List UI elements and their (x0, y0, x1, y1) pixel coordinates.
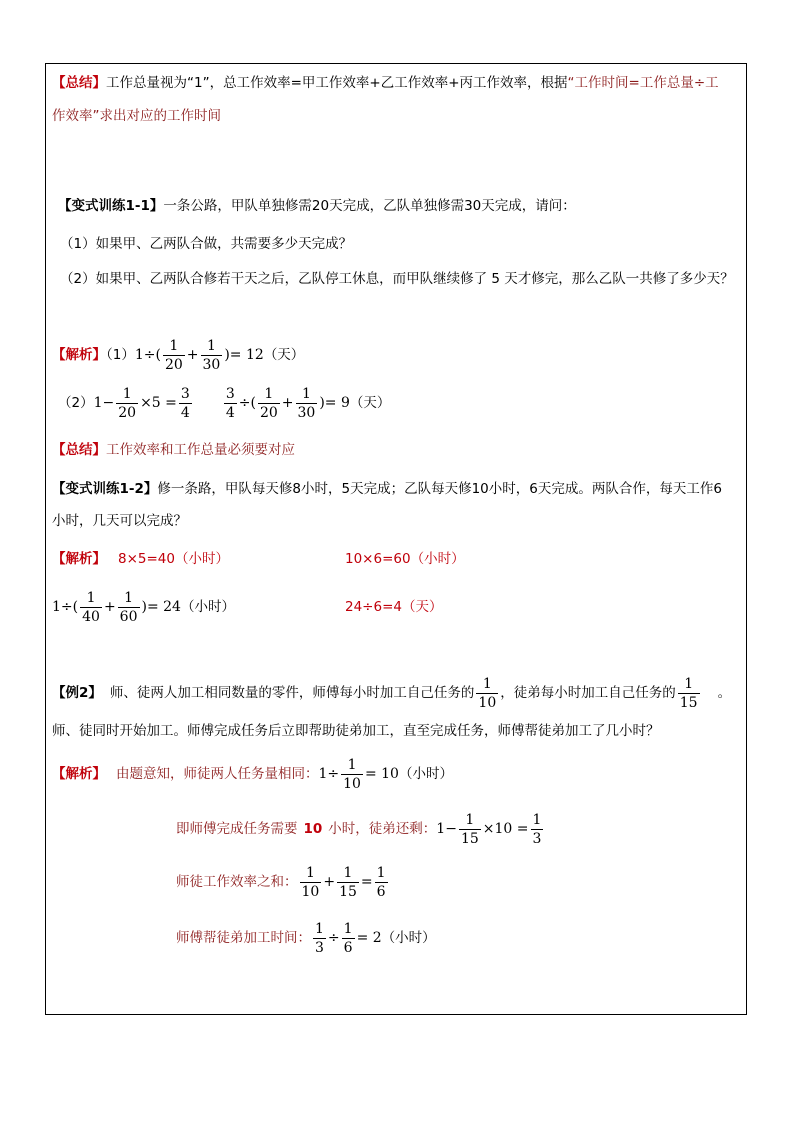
example2-stem-a: 师、徒两人加工相同数量的零件，师傅每小时加工自己任务的 (109, 685, 475, 701)
drill2-stem-line-1 (52, 479, 722, 499)
denominator: 3 (315, 939, 324, 956)
analysis-tag: 【解析】 (52, 766, 106, 782)
drill2-analysis-row-1 (52, 549, 229, 569)
denominator: 10 (343, 775, 361, 792)
fraction (459, 811, 481, 848)
math-text: )= 12 (224, 347, 264, 363)
fraction (313, 920, 326, 957)
drill2-stem-line-2: 小时，几天可以完成？ (52, 513, 187, 529)
denominator: 40 (82, 608, 100, 625)
denominator: 15 (339, 883, 357, 900)
fraction (80, 589, 102, 626)
calc-1: 8×5=40（小时） (118, 551, 229, 567)
math-text: )= 9 (319, 395, 350, 411)
numerator: 3 (225, 385, 235, 402)
drill1-answer-1 (52, 336, 304, 374)
denominator: 15 (460, 830, 479, 847)
numerator: 1 (341, 756, 363, 775)
numerator: 3 (180, 385, 190, 402)
math-text: 1÷( (134, 347, 161, 363)
numerator: 1 (376, 864, 386, 881)
denominator: 6 (376, 883, 386, 900)
numerator: 1 (80, 589, 102, 608)
summary-quote: “工作时间=工作总量÷工 (567, 75, 719, 91)
denominator: 60 (119, 608, 138, 625)
summary-tag: 【总结】 (52, 75, 106, 91)
numerator: 1 (201, 337, 223, 356)
example2-analysis-1 (52, 755, 453, 793)
analysis-tag: 【解析】 (52, 347, 106, 363)
step-4-text: 师傅帮徒弟加工时间： (176, 930, 311, 946)
math-text: + (103, 599, 116, 615)
numerator: 1 (678, 675, 700, 694)
math-text: = 2 (356, 930, 382, 946)
step-1-text: 由题意知，师徒两人任务量相同： (116, 766, 319, 782)
fraction (300, 864, 322, 901)
example2-analysis-2 (176, 810, 545, 848)
numerator: 1 (337, 864, 359, 883)
denominator: 10 (301, 883, 320, 900)
math-text: 1− (93, 395, 115, 411)
math-text: ×10 = (482, 821, 529, 837)
fraction (341, 756, 363, 793)
calc-2: 10×6=60（小时） (345, 551, 465, 567)
example2-analysis-4 (176, 919, 436, 957)
example2-stem-c: 。 (717, 685, 732, 701)
math-text: ÷( (238, 395, 256, 411)
math-text: + (323, 874, 336, 890)
fraction (337, 864, 359, 901)
answer-1-prefix: （1） (106, 347, 135, 363)
math-text: + (281, 395, 294, 411)
fraction (531, 811, 544, 848)
numerator: 1 (258, 385, 280, 404)
summary-line-2: 作效率”求出对应的工作时间 (52, 108, 221, 124)
step-2-bold: 10 (303, 821, 323, 837)
unit: （天） (349, 395, 391, 411)
numerator: 1 (476, 675, 498, 694)
fraction (163, 337, 185, 374)
example2-analysis-3 (176, 863, 390, 901)
math-text: ÷ (327, 930, 340, 946)
denominator: 10 (478, 694, 497, 711)
answer-2-prefix: （2） (58, 395, 94, 411)
fraction (476, 675, 498, 712)
calc-4: 24÷6=4（天） (345, 599, 443, 615)
denominator: 30 (297, 404, 316, 421)
denominator: 4 (225, 404, 235, 421)
drill1-tag: 【变式训练1-1】 (58, 198, 164, 214)
drill1-answer-2 (58, 384, 390, 422)
denominator: 15 (679, 694, 698, 711)
unit: （小时） (381, 930, 436, 946)
denominator: 4 (180, 404, 190, 421)
drill2-stem-text: 修一条路，甲队每天修8小时，5天完成；乙队每天修10小时，6天完成。两队合作，每天工作6 (157, 481, 722, 497)
unit: （天） (263, 347, 305, 363)
analysis-tag: 【解析】 (52, 551, 106, 567)
example2-stem-line-2: 师、徒同时开始加工。师傅完成任务后立即帮助徒弟加工，直至完成任务，师傅帮徒弟加工了几小时？ (52, 723, 660, 739)
fraction (342, 920, 355, 957)
fraction (116, 385, 138, 422)
numerator: 1 (343, 920, 353, 937)
denominator: 20 (259, 404, 278, 421)
fraction (118, 589, 140, 626)
example2-stem-line-1 (52, 674, 731, 712)
numerator: 1 (300, 864, 322, 883)
denominator: 3 (532, 830, 542, 847)
numerator: 1 (163, 337, 185, 356)
numerator: 1 (116, 385, 138, 404)
fraction (179, 385, 192, 422)
fraction (678, 675, 700, 712)
denominator: 30 (202, 356, 221, 373)
fraction (224, 385, 237, 422)
example2-tag: 【例2】 (52, 685, 102, 701)
fraction (201, 337, 223, 374)
summary-tag: 【总结】 (52, 442, 106, 458)
drill1-question-2: （2）如果甲、乙两队合修若干天之后，乙队停工休息，而甲队继续修了 5 天才修完，那么乙队一共修了多少天？ (60, 271, 734, 287)
fraction (375, 864, 388, 901)
denominator: 6 (343, 939, 353, 956)
summary-line-1 (52, 73, 719, 93)
math-text: 1− (436, 821, 457, 837)
math-text: 1÷( (52, 599, 79, 615)
denominator: 20 (118, 404, 137, 421)
step-2-text-2: 小时，徒弟还剩： (328, 821, 437, 837)
unit: （小时） (398, 766, 453, 782)
math-text: 1÷ (318, 766, 340, 782)
drill1-question-1: （1）如果甲、乙两队合做，共需要多少天完成？ (60, 236, 353, 252)
fraction (296, 385, 318, 422)
drill1-summary (52, 440, 295, 460)
fraction (258, 385, 280, 422)
math-text: + (186, 347, 199, 363)
drill2-tag: 【变式训练1-2】 (52, 481, 158, 497)
drill2-analysis-row-2 (52, 588, 235, 626)
drill1-stem-text: 一条公路，甲队单独修需20天完成，乙队单独修需30天完成，请问： (163, 198, 576, 214)
math-text: = 10 (364, 766, 399, 782)
math-text: ×5 = (140, 395, 177, 411)
numerator: 1 (459, 811, 481, 830)
step-2-text: 即师傅完成任务需要 (176, 821, 298, 837)
numerator: 1 (118, 589, 140, 608)
summary-text: 工作效率和工作总量必须要对应 (106, 442, 295, 458)
math-text: = (360, 874, 373, 890)
unit: （小时） (180, 599, 235, 615)
denominator: 20 (164, 356, 183, 373)
step-3-text: 师徒工作效率之和： (176, 874, 298, 890)
drill1-stem (58, 196, 576, 216)
numerator: 1 (296, 385, 318, 404)
numerator: 1 (532, 811, 542, 828)
summary-text: 工作总量视为“1”，总工作效率=甲工作效率+乙工作效率+丙工作效率，根据 (106, 75, 568, 91)
numerator: 1 (315, 920, 324, 937)
example2-stem-b: ，徒弟每小时加工自己任务的 (500, 685, 676, 701)
math-text: )= 24 (141, 599, 181, 615)
